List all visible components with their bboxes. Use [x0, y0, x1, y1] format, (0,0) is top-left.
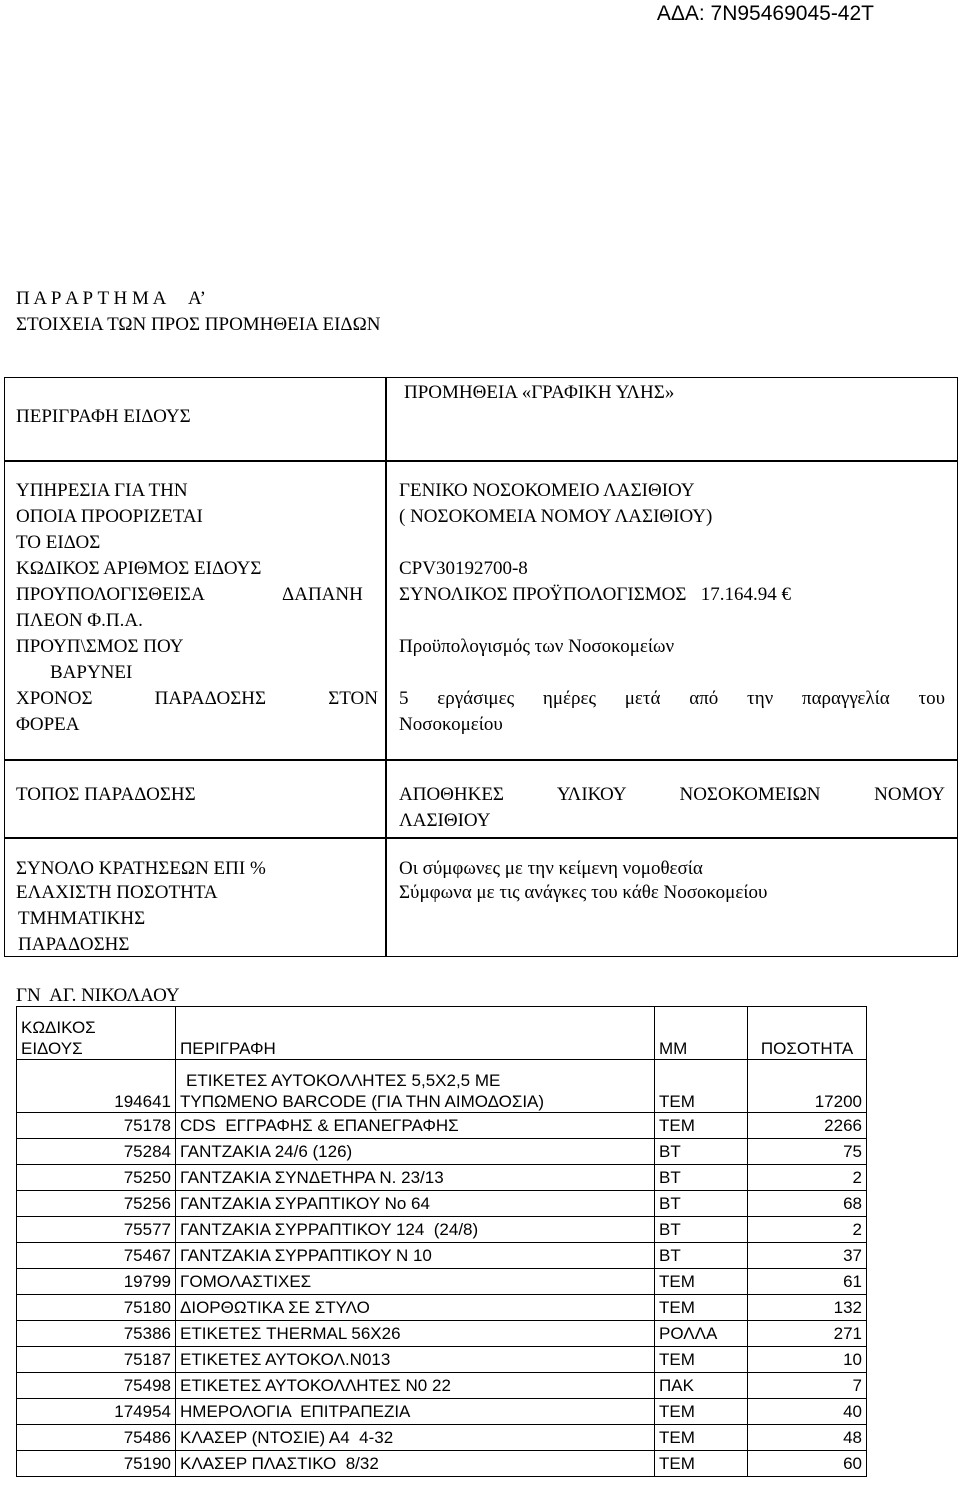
row-desc: ΕΤΙΚΕΤΕΣ THERMAL 56Χ26	[176, 1321, 655, 1347]
service-value-line1: ΓΕΝΙΚΟ ΝΟΣΟΚΟΜΕΙΟ ΛΑΣΙΘΙΟΥ	[399, 480, 695, 501]
row-desc: ΓΑΝΤΖΑΚΙΑ ΣΥΡΡΑΠΤΙΚΟΥ 124 (24/8)	[176, 1217, 655, 1243]
min-label-line1: ΕΛΑΧΙΣΤΗ ΠΟΣΟΤΗΤΑ	[16, 882, 218, 903]
header-code	[17, 1007, 176, 1060]
row-desc: ΓΑΝΤΖΑΚΙΑ 24/6 (126)	[176, 1139, 655, 1165]
row-qty: 75	[748, 1139, 867, 1165]
row-mm: ΠΑΚ	[655, 1373, 748, 1399]
row-qty: 2	[748, 1165, 867, 1191]
budget-value: ΣΥΝΟΛΙΚΟΣ ΠΡΟΫΠΟΛΟΓΙΣΜΟΣ 17.164.94 €	[399, 584, 791, 605]
row-mm: ΒΤ	[655, 1165, 748, 1191]
table-row	[17, 1165, 867, 1191]
row-qty: 17200	[748, 1060, 867, 1113]
charge-label-line1: ΠΡΟΥΠ\ΣΜΟΣ ΠΟΥ	[16, 636, 184, 657]
row-qty: 2266	[748, 1113, 867, 1139]
row-code: 19799	[17, 1269, 176, 1295]
row-code: 75256	[17, 1191, 176, 1217]
row-qty: 40	[748, 1399, 867, 1425]
row-qty: 61	[748, 1269, 867, 1295]
row-mm: ΤΕΜ	[655, 1113, 748, 1139]
annex-title: Π Α Ρ Α Ρ Τ Η Μ Α Α’	[16, 288, 206, 309]
row-qty: 68	[748, 1191, 867, 1217]
table-row	[17, 1191, 867, 1217]
row-desc: ΕΤΙΚΕΤΕΣ ΑΥΤΟΚΟΛ.Ν013	[176, 1347, 655, 1373]
table-row	[17, 1243, 867, 1269]
row-mm: ΒΤ	[655, 1217, 748, 1243]
service-label-line2: ΟΠΟΙΑ ΠΡΟΟΡΙΖΕΤΑΙ	[16, 506, 203, 527]
hospital-name: ΓΝ ΑΓ. ΝΙΚΟΛΑΟΥ	[16, 985, 180, 1006]
table-row	[17, 1269, 867, 1295]
row-desc: ΚΛΑΣΕΡ ΠΛΑΣΤΙΚΟ 8/32	[176, 1451, 655, 1477]
table-row	[17, 1295, 867, 1321]
service-label-line1: ΥΠΗΡΕΣΙΑ ΓΙΑ ΤΗΝ	[16, 480, 188, 501]
table-row	[17, 1451, 867, 1477]
row-desc: ΗΜΕΡΟΛΟΓΙΑ ΕΠΙΤΡΑΠΕΖΙΑ	[176, 1399, 655, 1425]
row-desc: ΔΙΟΡΘΩΤΙΚΑ ΣΕ ΣΤΥΛΟ	[176, 1295, 655, 1321]
charge-label-line2: ΒΑΡΥΝΕΙ	[50, 662, 133, 683]
row-code: 194641	[17, 1060, 176, 1113]
row-qty: 48	[748, 1425, 867, 1451]
time-label-line1: ΧΡΟΝΟΣ ΠΑΡΑΔΟΣΗΣ ΣΤΟΝ	[16, 688, 378, 709]
table-row	[17, 1373, 867, 1399]
service-label-line3: ΤΟ ΕΙΔΟΣ	[16, 532, 101, 553]
row-desc: ΓΟΜΟΛΑΣΤΙΧΕΣ	[176, 1269, 655, 1295]
row-qty: 60	[748, 1451, 867, 1477]
code-value: CPV30192700-8	[399, 558, 528, 579]
min-label-line2: ΤΜΗΜΑΤΙΚΗΣ	[18, 908, 146, 929]
row-code: 75467	[17, 1243, 176, 1269]
code-label: ΚΩΔΙΚΟΣ ΑΡΙΘΜΟΣ ΕΙΔΟΥΣ	[16, 558, 262, 579]
ada-number: ΑΔΑ: 7Ν95469045-42Τ	[656, 2, 874, 25]
row-desc: ΚΛΑΣΕΡ (ΝΤΟΣΙΕ) Α4 4-32	[176, 1425, 655, 1451]
place-value-line2: ΛΑΣΙΘΙΟΥ	[399, 810, 491, 831]
header-desc: ΠΕΡΙΓΡΑΦΗ	[176, 1007, 655, 1060]
row-qty: 10	[748, 1347, 867, 1373]
row-mm: ΤΕΜ	[655, 1295, 748, 1321]
min-label-line3: ΠΑΡΑΔΟΣΗΣ	[18, 934, 130, 955]
row-desc: ΓΑΝΤΖΑΚΙΑ ΣΥΡΑΠΤΙΚΟΥ Νο 64	[176, 1191, 655, 1217]
desc-label: ΠΕΡΙΓΡΑΦΗ ΕΙΔΟΥΣ	[16, 406, 191, 427]
row-code: 75577	[17, 1217, 176, 1243]
table-row	[17, 1139, 867, 1165]
row-desc	[176, 1060, 655, 1113]
table-row	[17, 1425, 867, 1451]
annex-subtitle: ΣΤΟΙΧΕΙΑ ΤΩΝ ΠΡΟΣ ΠΡΟΜΗΘΕΙΑ ΕΙΔΩΝ	[16, 314, 381, 335]
table-row	[17, 1321, 867, 1347]
header-qty: ΠΟΣΟΤΗΤΑ	[748, 1007, 867, 1060]
time-value-line1: 5 εργάσιμες ημέρες μετά από την παραγγελία του	[399, 688, 945, 709]
time-value-line2: Νοσοκομείου	[399, 714, 503, 735]
table-header-row	[17, 1007, 867, 1060]
row-qty: 2	[748, 1217, 867, 1243]
budget-label-line2: ΠΛΕΟΝ Φ.Π.Α.	[16, 610, 143, 631]
info-divider	[385, 377, 387, 957]
row-desc-line1: ΕΤΙΚΕΤΕΣ ΑΥΤΟΚΟΛΛΗΤΕΣ 5,5Χ2,5 ΜΕ	[186, 1071, 501, 1090]
info-divider-line	[4, 460, 958, 462]
row-mm: ΤΕΜ	[655, 1269, 748, 1295]
table-row	[17, 1347, 867, 1373]
row-qty: 271	[748, 1321, 867, 1347]
deductions-value: Οι σύμφωνες με την κείμενη νομοθεσία	[399, 858, 703, 879]
row-desc: ΓΑΝΤΖΑΚΙΑ ΣΥΡΡΑΠΤΙΚΟΥ Ν 10	[176, 1243, 655, 1269]
row-code: 75486	[17, 1425, 176, 1451]
info-divider-line	[4, 837, 958, 839]
row-code: 75190	[17, 1451, 176, 1477]
budget-label-b: ΔΑΠΑΝΗ	[282, 584, 363, 605]
row-desc: ΕΤΙΚΕΤΕΣ ΑΥΤΟΚΟΛΛΗΤΕΣ Ν0 22	[176, 1373, 655, 1399]
items-table	[16, 1006, 867, 1477]
table-row	[17, 1060, 867, 1113]
row-qty: 7	[748, 1373, 867, 1399]
header-code-line1: ΚΩΔΙΚΟΣ	[21, 1018, 96, 1037]
row-code: 75250	[17, 1165, 176, 1191]
place-value-line1: ΑΠΟΘΗΚΕΣ ΥΛΙΚΟΥ ΝΟΣΟΚΟΜΕΙΩΝ ΝΟΜΟΥ	[399, 784, 945, 805]
row-code: 75180	[17, 1295, 176, 1321]
row-code: 75498	[17, 1373, 176, 1399]
table-row	[17, 1113, 867, 1139]
row-desc-line2: ΤΥΠΩΜΕΝΟ BARCODE (ΓΙΑ ΤΗΝ ΑΙΜΟΔΟΣΙΑ)	[180, 1092, 545, 1111]
row-desc: ΓΑΝΤΖΑΚΙΑ ΣΥΝΔΕΤΗΡΑ Ν. 23/13	[176, 1165, 655, 1191]
header-mm: ΜΜ	[655, 1007, 748, 1060]
row-desc: CDS ΕΓΓΡΑΦΗΣ & ΕΠΑΝΕΓΡΑΦΗΣ	[176, 1113, 655, 1139]
budget-label-a: ΠΡΟΥΠΟΛΟΓΙΣΘΕΙΣΑ	[16, 584, 205, 605]
row-code: 174954	[17, 1399, 176, 1425]
deductions-label: ΣΥΝΟΛΟ ΚΡΑΤΗΣΕΩΝ ΕΠΙ %	[16, 858, 266, 879]
desc-value: ΠΡΟΜΗΘΕΙΑ «ΓΡΑΦΙΚΗ ΥΛΗΣ»	[404, 382, 675, 403]
row-mm: ΒΤ	[655, 1139, 748, 1165]
row-code: 75284	[17, 1139, 176, 1165]
row-mm: ΒΤ	[655, 1191, 748, 1217]
row-qty: 37	[748, 1243, 867, 1269]
row-mm: ΡΟΛΛΑ	[655, 1321, 748, 1347]
row-mm: ΤΕΜ	[655, 1451, 748, 1477]
table-row	[17, 1399, 867, 1425]
header-code-line2: ΕΙΔΟΥΣ	[21, 1039, 83, 1058]
table-row	[17, 1217, 867, 1243]
row-code: 75178	[17, 1113, 176, 1139]
place-label: ΤΟΠΟΣ ΠΑΡΑΔΟΣΗΣ	[16, 784, 196, 805]
row-mm: ΤΕΜ	[655, 1347, 748, 1373]
row-code: 75386	[17, 1321, 176, 1347]
row-mm: ΤΕΜ	[655, 1425, 748, 1451]
row-code: 75187	[17, 1347, 176, 1373]
row-mm: ΤΕΜ	[655, 1399, 748, 1425]
info-divider-line	[4, 759, 958, 761]
row-mm: ΤΕΜ	[655, 1060, 748, 1113]
service-value-line2: ( ΝΟΣΟΚΟΜΕΙΑ ΝΟΜΟΥ ΛΑΣΙΘΙΟΥ)	[399, 506, 713, 527]
row-mm: ΒΤ	[655, 1243, 748, 1269]
charge-value: Προϋπολογισμός των Νοσοκομείων	[399, 636, 675, 657]
row-qty: 132	[748, 1295, 867, 1321]
time-label-line2: ΦΟΡΕΑ	[16, 714, 80, 735]
min-value: Σύμφωνα με τις ανάγκες του κάθε Νοσοκομείου	[399, 882, 768, 903]
